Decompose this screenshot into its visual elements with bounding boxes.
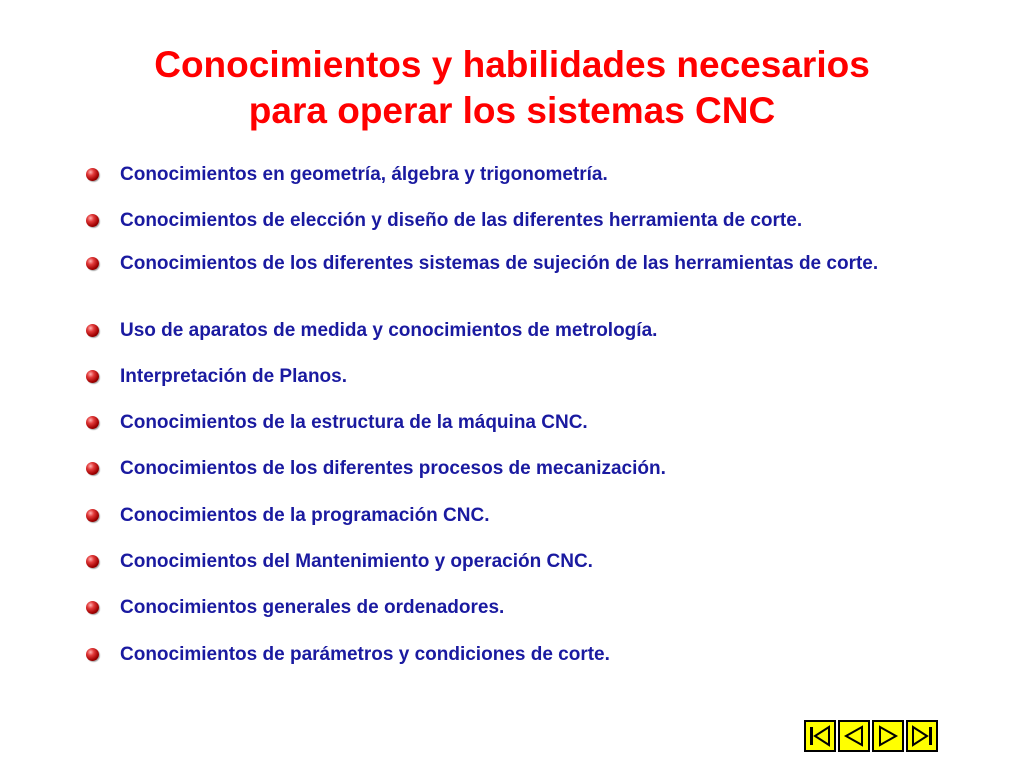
list-item-text: Interpretación de Planos. — [120, 366, 347, 387]
bullet-icon — [86, 601, 99, 614]
list-item — [86, 410, 946, 435]
list-item — [86, 503, 946, 528]
bullet-icon — [86, 416, 99, 429]
list-item-text: Conocimientos de los diferentes sistemas de sujeción de las herramientas de corte. — [120, 253, 879, 274]
list-item — [86, 318, 946, 343]
list-item — [86, 595, 946, 620]
list-item-text: Conocimientos de la programación CNC. — [120, 505, 490, 526]
last-slide-icon — [909, 723, 935, 749]
list-item-text: Conocimientos de parámetros y condiciones de corte. — [120, 644, 610, 665]
bullet-icon — [86, 324, 99, 337]
last-slide-button[interactable] — [906, 720, 938, 752]
slide-navigation — [804, 720, 938, 752]
bullet-icon — [86, 370, 99, 383]
bullet-icon — [86, 257, 99, 270]
slide-title-line-2: para operar los sistemas CNC — [248, 90, 776, 131]
first-slide-button[interactable] — [804, 720, 836, 752]
bullet-icon — [86, 168, 99, 181]
slide-title-line-1: Conocimientos y habilidades necesarios — [154, 44, 870, 85]
list-item — [86, 642, 946, 667]
list-item-text: Conocimientos de la estructura de la máquina CNC. — [120, 412, 588, 433]
next-slide-button[interactable] — [872, 720, 904, 752]
list-item — [86, 456, 946, 481]
list-item — [86, 208, 946, 233]
list-item-text: Conocimientos de los diferentes procesos de mecanización. — [120, 458, 666, 479]
next-slide-icon — [875, 723, 901, 749]
list-item — [86, 364, 946, 389]
previous-slide-icon — [841, 723, 867, 749]
list-item — [86, 162, 946, 187]
bullet-icon — [86, 509, 99, 522]
bullet-icon — [86, 555, 99, 568]
list-item — [86, 251, 946, 276]
list-item-text: Conocimientos generales de ordenadores. — [120, 597, 505, 618]
previous-slide-button[interactable] — [838, 720, 870, 752]
list-item-text: Conocimientos del Mantenimiento y operación CNC. — [120, 551, 593, 572]
bullet-icon — [86, 214, 99, 227]
bullet-icon — [86, 462, 99, 475]
list-item — [86, 549, 946, 574]
first-slide-icon — [807, 723, 833, 749]
list-item-text: Conocimientos de elección y diseño de las diferentes herramienta de corte. — [120, 210, 803, 231]
list-item-text: Uso de aparatos de medida y conocimientos de metrología. — [120, 320, 658, 341]
bullet-icon — [86, 648, 99, 661]
list-item-text: Conocimientos en geometría, álgebra y trigonometría. — [120, 164, 608, 185]
